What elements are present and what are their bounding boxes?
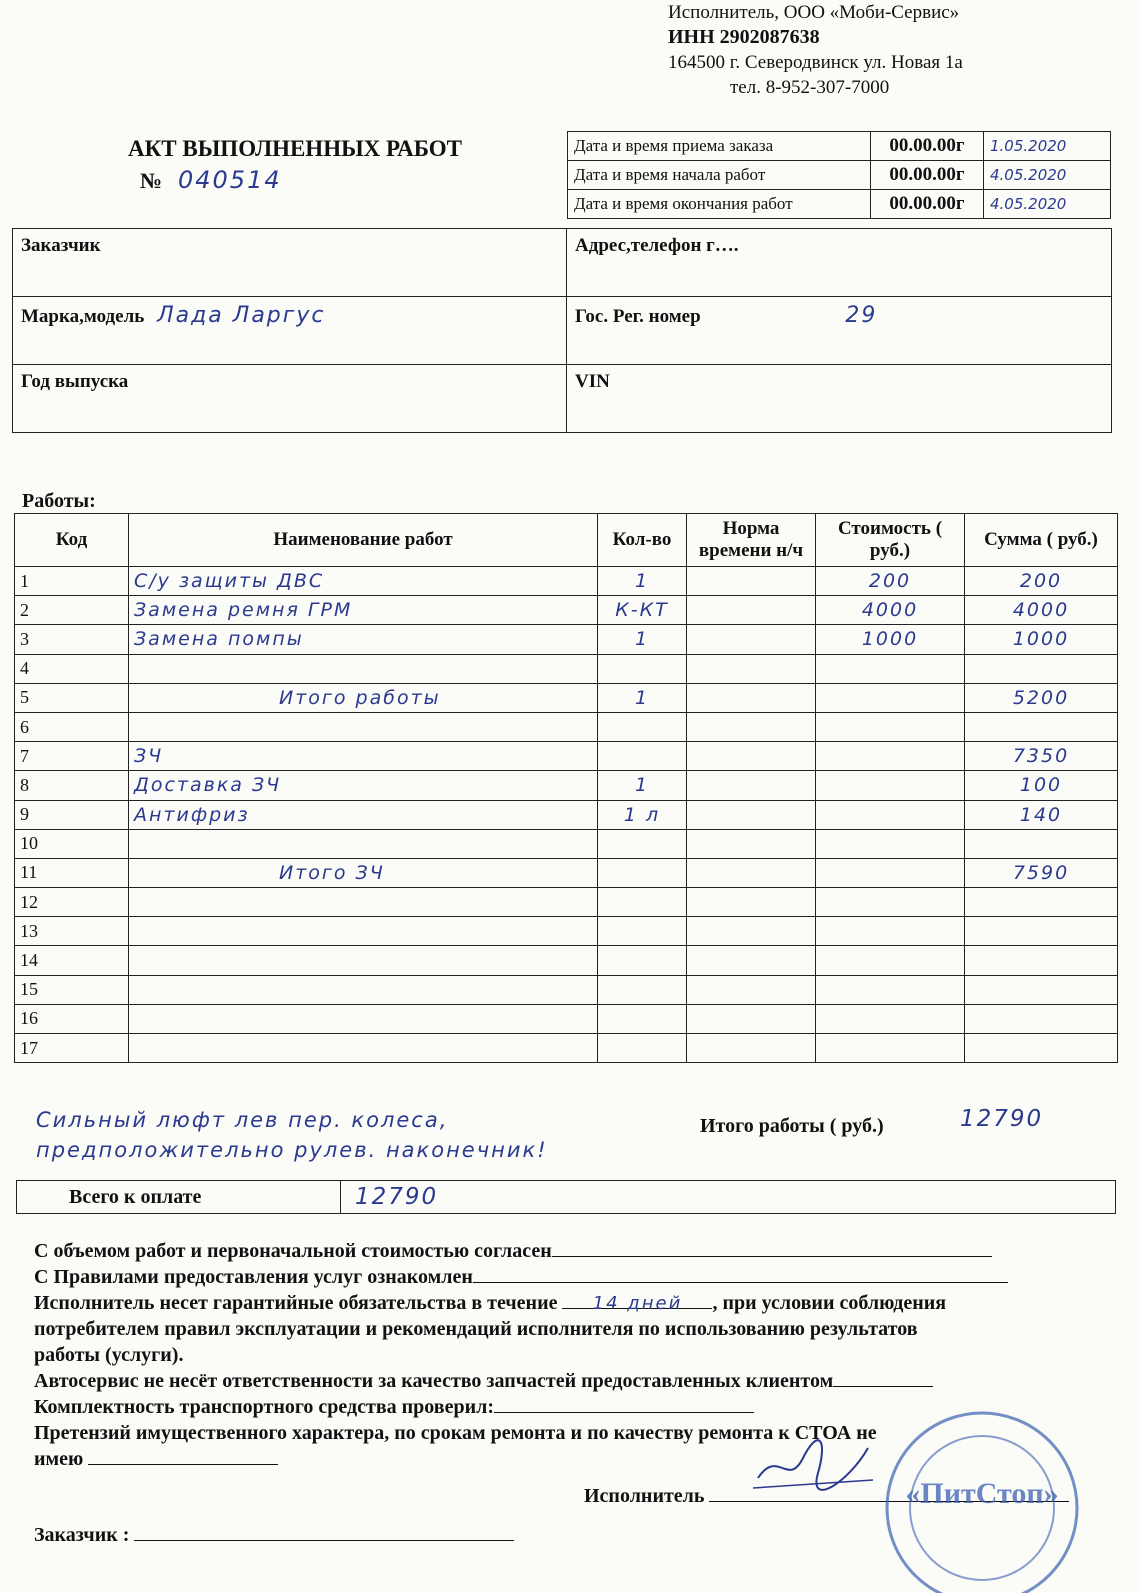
act-number: 040514 xyxy=(178,166,282,194)
row-cost xyxy=(816,917,965,946)
signature-line xyxy=(494,1394,754,1413)
row-sum xyxy=(965,712,1118,741)
row-cost xyxy=(816,888,965,917)
row-norm xyxy=(687,858,816,887)
row-cost xyxy=(816,858,965,887)
table-row xyxy=(15,858,1118,887)
row-norm xyxy=(687,596,816,625)
date-template: 00.00.00г xyxy=(871,132,984,161)
row-sum xyxy=(965,829,1118,858)
warranty-period-field xyxy=(562,1290,712,1314)
row-norm xyxy=(687,1034,816,1063)
row-cost xyxy=(816,975,965,1004)
row-qty xyxy=(598,917,687,946)
vehicle-info-table xyxy=(12,228,1112,433)
model-label: Марка,модель xyxy=(21,306,145,327)
row-name: С/у защиты ДВС xyxy=(129,567,598,596)
row-code: 16 xyxy=(15,1004,129,1033)
row-qty: 1 xyxy=(598,567,687,596)
row-sum: 5200 xyxy=(965,683,1118,712)
date-row xyxy=(568,132,1111,161)
row-norm xyxy=(687,888,816,917)
row-cost xyxy=(816,683,965,712)
executor-inn: ИНН 2902087638 xyxy=(668,26,820,48)
term-text-line: потребителем правил эксплуатации и рекомендаций исполнителя по использованию результатов xyxy=(34,1318,918,1340)
table-row xyxy=(15,946,1118,975)
row-name xyxy=(129,712,598,741)
row-sum xyxy=(965,888,1118,917)
row-sum: 140 xyxy=(965,800,1118,829)
signature-line xyxy=(473,1264,1008,1283)
table-row xyxy=(15,712,1118,741)
row-name: Доставка ЗЧ xyxy=(129,771,598,800)
works-title: Работы: xyxy=(22,490,96,512)
stamp-text: «ПитСтоп» xyxy=(905,1477,1059,1510)
row-qty: К-КТ xyxy=(598,596,687,625)
reg-value: 29 xyxy=(845,303,878,328)
row-norm xyxy=(687,654,816,683)
table-row xyxy=(15,567,1118,596)
row-qty xyxy=(598,858,687,887)
row-name: Антифриз xyxy=(129,800,598,829)
row-qty: 1 xyxy=(598,683,687,712)
row-qty: 1 xyxy=(598,771,687,800)
signature-line xyxy=(88,1446,278,1465)
row-qty xyxy=(598,1004,687,1033)
row-code: 15 xyxy=(15,975,129,1004)
table-row xyxy=(15,1004,1118,1033)
row-code: 3 xyxy=(15,625,129,654)
header-qty: Кол-во xyxy=(598,514,687,567)
row-cost xyxy=(816,771,965,800)
signature-line xyxy=(134,1522,514,1541)
company-stamp xyxy=(862,1398,1102,1593)
date-value: 4.05.2020 xyxy=(984,161,1111,190)
model-value: Лада Ларгус xyxy=(157,303,326,328)
row-sum xyxy=(965,1034,1118,1063)
term-text: Автосервис не несёт ответственности за качество запчастей предоставленных клиентом xyxy=(34,1370,834,1392)
header-norm: Норма времени н/ч xyxy=(687,514,816,567)
row-name xyxy=(129,1004,598,1033)
year-cell xyxy=(13,365,567,433)
table-row xyxy=(15,888,1118,917)
row-qty xyxy=(598,712,687,741)
row-qty: 1 л xyxy=(598,800,687,829)
customer-cell xyxy=(13,229,567,297)
row-name: Итого ЗЧ xyxy=(129,858,598,887)
row-cost xyxy=(816,1004,965,1033)
customer-signature xyxy=(34,1522,514,1547)
row-cost xyxy=(816,742,965,771)
payment-table xyxy=(16,1180,1116,1214)
model-cell xyxy=(13,297,567,365)
row-name: Замена ремня ГРМ xyxy=(129,596,598,625)
header-cost: Стоимость ( руб.) xyxy=(816,514,965,567)
vin-cell xyxy=(567,365,1112,433)
remark-line: предположительно рулев. наконечник! xyxy=(36,1138,548,1162)
row-code: 14 xyxy=(15,946,129,975)
row-code: 2 xyxy=(15,596,129,625)
row-name: Замена помпы xyxy=(129,625,598,654)
handwritten-signature xyxy=(748,1428,878,1498)
remark-line: Сильный люфт лев пер. колеса, xyxy=(36,1108,449,1132)
row-sum: 1000 xyxy=(965,625,1118,654)
date-label: Дата и время начала работ xyxy=(568,161,871,190)
row-code: 6 xyxy=(15,712,129,741)
total-label: Итого работы ( руб.) xyxy=(700,1115,884,1137)
row-cost xyxy=(816,800,965,829)
term-text: С объемом работ и первоначальной стоимостью согласен xyxy=(34,1240,552,1262)
term-text: С Правилами предоставления услуг ознакомлен xyxy=(34,1266,473,1288)
table-row xyxy=(15,917,1118,946)
row-qty xyxy=(598,829,687,858)
vin-label: VIN xyxy=(575,371,610,392)
table-row xyxy=(15,625,1118,654)
term-text: Комплектность транспортного средства проверил: xyxy=(34,1396,495,1418)
row-norm xyxy=(687,742,816,771)
date-value: 4.05.2020 xyxy=(984,190,1111,219)
header-name: Наименование работ xyxy=(129,514,598,567)
row-norm xyxy=(687,800,816,829)
row-name xyxy=(129,654,598,683)
date-template: 00.00.00г xyxy=(871,190,984,219)
row-sum: 7350 xyxy=(965,742,1118,771)
dates-table xyxy=(567,131,1111,219)
date-label: Дата и время приема заказа xyxy=(568,132,871,161)
date-row xyxy=(568,190,1111,219)
row-cost: 200 xyxy=(816,567,965,596)
row-cost xyxy=(816,712,965,741)
row-norm xyxy=(687,712,816,741)
table-row xyxy=(15,683,1118,712)
executor-signature-label: Исполнитель xyxy=(584,1485,705,1507)
row-sum xyxy=(965,1004,1118,1033)
row-name xyxy=(129,888,598,917)
row-norm xyxy=(687,975,816,1004)
row-name xyxy=(129,946,598,975)
row-sum: 7590 xyxy=(965,858,1118,887)
row-code: 4 xyxy=(15,654,129,683)
row-cost xyxy=(816,1034,965,1063)
warranty-period: 14 дней xyxy=(592,1293,683,1314)
reg-cell xyxy=(567,297,1112,365)
row-sum xyxy=(965,975,1118,1004)
year-label: Год выпуска xyxy=(21,371,129,392)
row-norm xyxy=(687,917,816,946)
row-code: 17 xyxy=(15,1034,129,1063)
total-value: 12790 xyxy=(960,1106,1044,1132)
row-qty xyxy=(598,888,687,917)
reg-label: Гос. Рег. номер xyxy=(575,306,701,327)
header-code: Код xyxy=(15,514,129,567)
payment-value: 12790 xyxy=(341,1181,1116,1214)
term-rules xyxy=(34,1264,1114,1290)
customer-label: Заказчик xyxy=(21,235,101,256)
row-cost: 1000 xyxy=(816,625,965,654)
table-row xyxy=(15,742,1118,771)
row-code: 13 xyxy=(15,917,129,946)
row-name xyxy=(129,917,598,946)
table-row xyxy=(15,771,1118,800)
table-row xyxy=(15,596,1118,625)
row-code: 10 xyxy=(15,829,129,858)
row-qty xyxy=(598,946,687,975)
row-sum: 4000 xyxy=(965,596,1118,625)
executor-name: Исполнитель, ООО «Моби-Сервис» xyxy=(668,2,960,23)
row-cost xyxy=(816,946,965,975)
row-norm xyxy=(687,946,816,975)
row-name xyxy=(129,1034,598,1063)
row-cost xyxy=(816,654,965,683)
row-qty xyxy=(598,975,687,1004)
row-code: 5 xyxy=(15,683,129,712)
signature-line xyxy=(833,1368,933,1387)
row-cost: 4000 xyxy=(816,596,965,625)
address-label: Адрес,телефон г…. xyxy=(575,235,739,256)
row-code: 9 xyxy=(15,800,129,829)
row-qty xyxy=(598,742,687,771)
row-code: 1 xyxy=(15,567,129,596)
row-norm xyxy=(687,625,816,654)
executor-address: 164500 г. Северодвинск ул. Новая 1а xyxy=(668,52,963,73)
row-code: 8 xyxy=(15,771,129,800)
term-text-line: Претензий имущественного характера, по срокам ремонта и по качеству ремонта к СТОА не xyxy=(34,1422,877,1444)
date-template: 00.00.00г xyxy=(871,161,984,190)
term-text: , при условии соблюдения xyxy=(712,1292,947,1314)
row-code: 11 xyxy=(15,858,129,887)
page-title: АКТ ВЫПОЛНЕННЫХ РАБОТ xyxy=(128,136,463,161)
term-text-line: работы (услуги). xyxy=(34,1344,184,1366)
term-liability xyxy=(34,1368,1114,1394)
act-number-label: № xyxy=(140,168,163,193)
date-value: 1.05.2020 xyxy=(984,132,1111,161)
table-row xyxy=(15,1034,1118,1063)
row-sum xyxy=(965,654,1118,683)
table-row xyxy=(15,800,1118,829)
executor-info xyxy=(668,0,963,100)
customer-signature-label: Заказчик : xyxy=(34,1524,130,1546)
date-label: Дата и время окончания работ xyxy=(568,190,871,219)
row-cost xyxy=(816,829,965,858)
works-header xyxy=(15,514,1118,567)
row-sum xyxy=(965,917,1118,946)
term-agree xyxy=(34,1238,1114,1264)
term-warranty xyxy=(34,1290,1114,1316)
row-sum: 100 xyxy=(965,771,1118,800)
row-code: 12 xyxy=(15,888,129,917)
header-sum: Сумма ( руб.) xyxy=(965,514,1118,567)
row-norm xyxy=(687,771,816,800)
row-name: ЗЧ xyxy=(129,742,598,771)
row-name: Итого работы xyxy=(129,683,598,712)
row-norm xyxy=(687,1004,816,1033)
row-sum xyxy=(965,946,1118,975)
row-norm xyxy=(687,829,816,858)
signature-line xyxy=(552,1238,992,1257)
row-qty: 1 xyxy=(598,625,687,654)
date-row xyxy=(568,161,1111,190)
term-text: имею xyxy=(34,1448,84,1470)
works-table xyxy=(14,513,1118,1063)
row-qty xyxy=(598,1034,687,1063)
term-text: Исполнитель несет гарантийные обязательства в течение xyxy=(34,1292,558,1314)
table-row xyxy=(15,654,1118,683)
row-sum: 200 xyxy=(965,567,1118,596)
row-norm xyxy=(687,683,816,712)
row-name xyxy=(129,829,598,858)
row-norm xyxy=(687,567,816,596)
remark xyxy=(36,1105,686,1165)
row-code: 7 xyxy=(15,742,129,771)
table-row xyxy=(15,829,1118,858)
payment-label: Всего к оплате xyxy=(17,1181,341,1214)
row-qty xyxy=(598,654,687,683)
table-row xyxy=(15,975,1118,1004)
executor-phone: тел. 8-952-307-7000 xyxy=(730,77,890,98)
row-name xyxy=(129,975,598,1004)
address-cell xyxy=(567,229,1112,297)
